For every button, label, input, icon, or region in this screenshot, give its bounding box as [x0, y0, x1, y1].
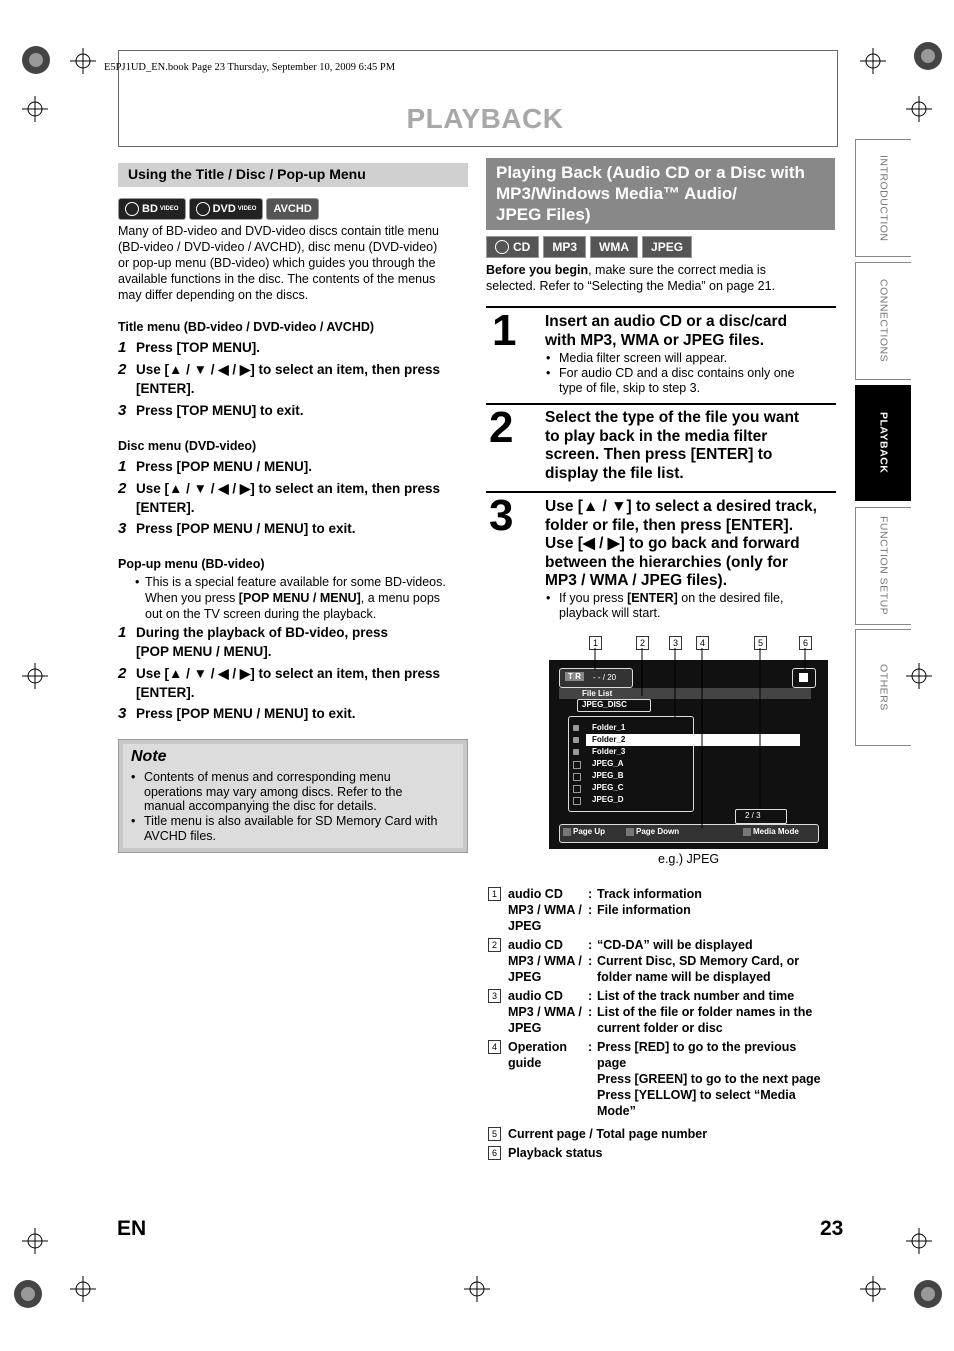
file-list-item-label: JPEG_C — [592, 783, 624, 792]
callout-2: 2 — [636, 636, 649, 650]
step-3-bullet: • If you press [ENTER] on the desired file, playback will start. — [546, 591, 784, 620]
legend-label: Operation — [508, 1040, 568, 1054]
disc-icon — [495, 240, 509, 254]
section-title-bar — [118, 163, 468, 187]
legend-row — [488, 1103, 838, 1119]
legend-colon: : — [588, 903, 593, 917]
legend-row — [488, 918, 838, 934]
disc-menu-step-3: 3 Press [POP MENU / MENU] to exit. — [118, 520, 356, 537]
book-info: E5PJ1UD_EN.book Page 23 Thursday, September 10, 2009 6:45 PM — [104, 62, 396, 73]
disc-icon — [125, 202, 139, 216]
legend-row — [488, 969, 838, 985]
avchd-badge: AVCHD — [266, 198, 318, 220]
callout-4: 4 — [696, 636, 709, 650]
track-label: T R — [565, 672, 584, 681]
legend-label: audio CD — [508, 989, 563, 1003]
legend-row — [488, 902, 838, 918]
legend-row — [488, 1039, 838, 1055]
popup-menu-step-1: 1 During the playback of BD-video, press [POP MENU / MENU]. — [118, 624, 389, 659]
disc-menu-heading: Disc menu (DVD-video) — [118, 439, 257, 453]
figure-caption: e.g.) JPEG — [658, 852, 720, 866]
legend-row — [488, 1087, 838, 1103]
legend-label: JPEG — [508, 919, 542, 933]
file-list-item-label: Folder_3 — [592, 747, 626, 756]
registration-mark-icon — [912, 1278, 944, 1310]
disc-menu-step-1: 1 Press [POP MENU / MENU]. — [118, 458, 313, 475]
crosshair-icon — [860, 1276, 886, 1302]
legend-description: Mode” — [597, 1104, 636, 1118]
legend-row — [488, 1020, 838, 1036]
step-1-bullets: • Media filter screen will appear. • For audio CD and a disc contains only one type of file, skip to step 3. — [546, 351, 795, 395]
dvd-video-badge: DVD VIDEO — [189, 198, 264, 220]
legend-row — [488, 1055, 838, 1071]
registration-mark-icon — [20, 44, 52, 76]
note-box — [118, 739, 468, 853]
media-badges — [486, 236, 692, 258]
divider — [486, 491, 836, 493]
crosshair-icon — [70, 48, 96, 74]
file-list-item-label: Folder_2 — [592, 735, 626, 744]
tab-others[interactable]: OTHERS — [855, 629, 911, 746]
track-counter: - - / 20 — [593, 673, 617, 682]
language-label: EN — [117, 1217, 147, 1240]
legend-description: File information — [597, 903, 691, 917]
bd-video-badge: BD VIDEO — [118, 198, 186, 220]
crosshair-icon — [464, 1276, 490, 1302]
legend-colon: : — [588, 1005, 593, 1019]
page-down-label: Page Down — [636, 827, 680, 836]
callout-3: 3 — [669, 636, 682, 650]
disc-icon — [196, 202, 210, 216]
file-list-item-label: JPEG_A — [592, 759, 624, 768]
tab-connections[interactable]: CONNECTIONS — [855, 262, 911, 380]
before-you-begin: Before you begin, make sure the correct media is selected. Refer to “Selecting the Media” on page 21. — [486, 263, 776, 293]
jpeg-badge: JPEG — [642, 236, 692, 258]
divider — [486, 403, 836, 405]
legend-description: current folder or disc — [597, 1021, 723, 1035]
divider — [486, 306, 836, 308]
step-3-text: Use [▲ / ▼] to select a desired track, folder or file, then press [ENTER]. Use [◀ / ▶] to go back and forward between the hierarchies (only for MP3 / WMA / JPEG files). — [545, 498, 817, 589]
page-indicator: 2 / 3 — [745, 811, 761, 820]
legend-colon: : — [588, 1040, 593, 1054]
legend-description: Current Disc, SD Memory Card, or — [597, 954, 800, 968]
step-2-text: Select the type of the file you want to play back in the media filter screen. Then press [ENTER] to display the file list. — [545, 409, 800, 482]
legend-row — [488, 953, 838, 969]
legend-description: Press [YELLOW] to select “Media — [597, 1088, 796, 1102]
callout-1: 1 — [589, 636, 602, 650]
legend-label: Playback status — [508, 1146, 603, 1160]
legend-number: 1 — [488, 887, 501, 901]
file-list-item-label: JPEG_B — [592, 771, 624, 780]
media-mode-label: Media Mode — [753, 827, 799, 836]
legend-label: audio CD — [508, 938, 563, 952]
legend-row — [488, 1126, 838, 1142]
legend-description: List of the file or folder names in the — [597, 1005, 813, 1019]
file-list-item-label: JPEG_D — [592, 795, 624, 804]
disc-badges — [118, 198, 319, 220]
page-up-label: Page Up — [573, 827, 606, 836]
file-list-label: File List — [582, 689, 613, 698]
legend-colon: : — [588, 989, 593, 1003]
legend-label: MP3 / WMA / — [508, 1005, 582, 1019]
page-title: PLAYBACK — [406, 103, 564, 134]
registration-mark-icon — [12, 1278, 44, 1310]
note-bullet-2: • Title menu is also available for SD Memory Card with AVCHD files. — [131, 814, 438, 843]
legend-description: List of the track number and time — [597, 989, 795, 1003]
callout-6: 6 — [799, 636, 812, 650]
crosshair-icon — [860, 48, 886, 74]
title-menu-step-3: 3 Press [TOP MENU] to exit. — [118, 402, 304, 419]
step-3-number: 3 — [489, 491, 514, 540]
legend-description: folder name will be displayed — [597, 970, 771, 984]
section-title: Using the Title / Disc / Pop-up Menu — [128, 166, 366, 182]
note-bullet-1: • Contents of menus and corresponding menu operations may vary among discs. Refer to the manual accompanying the disc for details. — [131, 770, 403, 813]
legend-colon: : — [588, 938, 593, 952]
legend-label: MP3 / WMA / — [508, 903, 582, 917]
legend-number: 6 — [488, 1146, 501, 1160]
legend-colon: : — [588, 887, 593, 901]
mp3-badge: MP3 — [543, 236, 586, 258]
legend-number: 2 — [488, 938, 501, 952]
legend-row — [488, 886, 838, 902]
crosshair-icon — [70, 1276, 96, 1302]
step-1-text: Insert an audio CD or a disc/card with MP3, WMA or JPEG files. — [545, 313, 788, 349]
cd-badge: CD — [486, 236, 539, 258]
tab-function-setup[interactable]: FUNCTION SETUP — [855, 507, 911, 625]
popup-menu-step-2: 2 Use [▲ / ▼ / ◀ / ▶] to select an item, then press [ENTER]. — [118, 665, 441, 700]
legend-row — [488, 937, 838, 953]
legend-row — [488, 1071, 838, 1087]
title-menu-heading: Title menu (BD-video / DVD-video / AVCHD) — [118, 320, 375, 334]
tab-introduction[interactable]: INTRODUCTION — [855, 139, 911, 257]
popup-menu-bullet: • This is a special feature available for some BD-videos. When you press [POP MENU / MENU], a menu pops out on the TV screen during the playback. — [135, 575, 446, 621]
legend-row — [488, 1004, 838, 1020]
legend-row — [488, 1145, 838, 1161]
legend-description: Track information — [597, 887, 702, 901]
legend-description: Press [RED] to go to the previous — [597, 1040, 797, 1054]
note-title: Note — [131, 748, 167, 765]
legend-label: guide — [508, 1056, 542, 1070]
step-1-number: 1 — [492, 306, 517, 355]
page-number: 23 — [820, 1217, 844, 1240]
registration-mark-icon — [912, 40, 944, 72]
legend-label: audio CD — [508, 887, 563, 901]
tab-playback[interactable]: PLAYBACK — [855, 385, 911, 501]
popup-menu-heading: Pop-up menu (BD-video) — [118, 557, 265, 571]
crosshair-icon — [22, 663, 48, 689]
wma-badge: WMA — [590, 236, 638, 258]
intro-text: Many of BD-video and DVD-video discs contain title menu (BD-video / DVD-video / AVCHD), disc menu (DVD-video) or pop-up menu (BD-video) which guides you through the available functions in the disc. The contents of the menus may differ depending on the discs. — [118, 224, 439, 302]
callout-leader-lines — [549, 648, 829, 848]
title-menu-step-1: 1 Press [TOP MENU]. — [118, 339, 261, 356]
legend-number: 3 — [488, 989, 501, 1003]
legend-description: “CD-DA” will be displayed — [597, 938, 753, 952]
disc-name: JPEG_DISC — [582, 700, 627, 709]
legend-label: JPEG — [508, 970, 542, 984]
legend-label: MP3 / WMA / — [508, 954, 582, 968]
legend-description: page — [597, 1056, 627, 1070]
callout-5: 5 — [754, 636, 767, 650]
section-heading: Playing Back (Audio CD or a Disc with MP3/Windows Media™ Audio/ JPEG Files) — [486, 158, 835, 230]
legend-number: 5 — [488, 1127, 501, 1141]
title-menu-step-2: 2 Use [▲ / ▼ / ◀ / ▶] to select an item, then press [ENTER]. — [118, 361, 441, 396]
step-2-number: 2 — [489, 403, 514, 452]
file-list-item-label: Folder_1 — [592, 723, 626, 732]
legend-label: Current page / Total page number — [508, 1127, 708, 1141]
legend-description: Press [GREEN] to go to the next page — [597, 1072, 821, 1086]
legend-label: JPEG — [508, 1021, 542, 1035]
legend-number: 4 — [488, 1040, 501, 1054]
disc-menu-step-2: 2 Use [▲ / ▼ / ◀ / ▶] to select an item, then press [ENTER]. — [118, 480, 441, 515]
legend-colon: : — [588, 954, 593, 968]
legend-row — [488, 988, 838, 1004]
crosshair-icon — [22, 1228, 48, 1254]
crosshair-icon — [906, 1228, 932, 1254]
popup-menu-step-3: 3 Press [POP MENU / MENU] to exit. — [118, 705, 356, 722]
